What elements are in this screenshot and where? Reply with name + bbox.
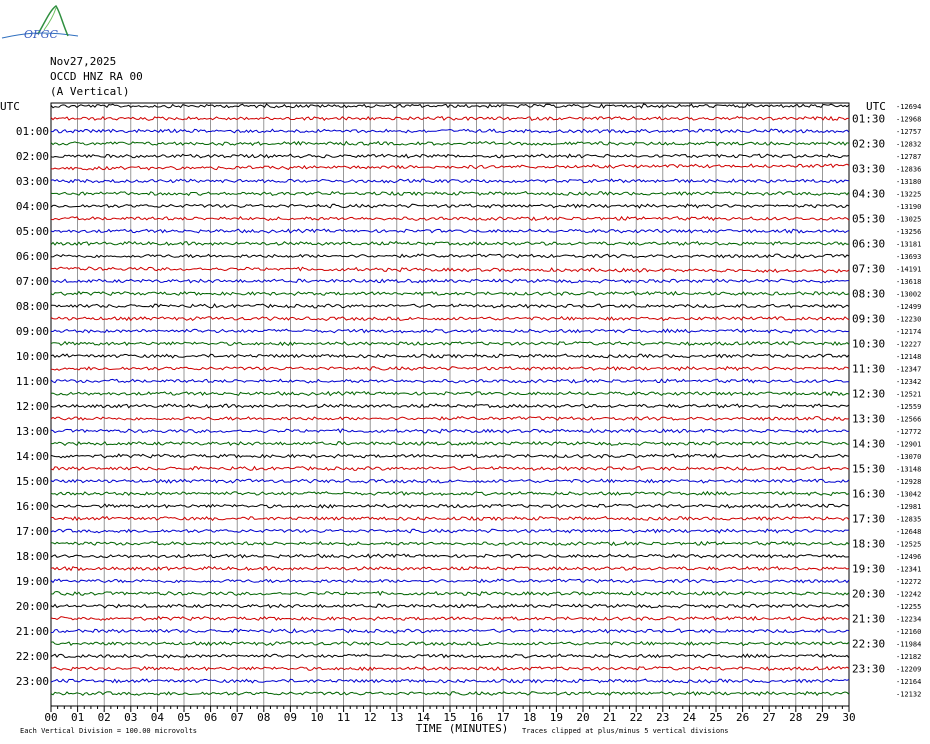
right-time-label: 06:30 bbox=[852, 237, 886, 251]
left-time-label: 12:00 bbox=[15, 400, 49, 413]
trace-offset-label: -12968 bbox=[896, 115, 922, 124]
right-time-label: 22:30 bbox=[852, 637, 886, 651]
x-tick-label: 20 bbox=[576, 711, 590, 724]
trace-offset-label: -12132 bbox=[896, 690, 922, 699]
x-tick-label: 23 bbox=[656, 711, 670, 724]
trace-offset-label: -12559 bbox=[896, 403, 922, 411]
left-axis-title: UTC bbox=[0, 100, 20, 113]
x-tick-label: 30 bbox=[842, 711, 856, 724]
trace-offset-label: -12148 bbox=[896, 353, 922, 361]
x-tick-label: 12 bbox=[363, 711, 377, 724]
trace-offset-label: -12234 bbox=[896, 615, 922, 624]
x-tick-label: 24 bbox=[682, 711, 697, 724]
x-tick-label: 21 bbox=[602, 711, 617, 724]
trace-offset-label: -13256 bbox=[896, 228, 922, 236]
right-time-label: 20:30 bbox=[852, 587, 886, 601]
trace-offset-label: -12772 bbox=[896, 428, 922, 436]
left-time-label: 11:00 bbox=[15, 375, 49, 388]
right-time-label: 03:30 bbox=[852, 162, 886, 176]
left-time-label: 18:00 bbox=[15, 550, 49, 563]
trace-offset-label: -12347 bbox=[896, 365, 922, 374]
trace-offset-label: -13148 bbox=[896, 465, 922, 474]
trace-offset-label: -13693 bbox=[896, 253, 922, 261]
right-time-label: 23:30 bbox=[852, 662, 886, 676]
trace-offset-label: -12227 bbox=[896, 340, 922, 349]
trace-offset-label: -12648 bbox=[896, 528, 922, 536]
trace-offset-label: -12209 bbox=[896, 665, 922, 674]
right-time-label: 16:30 bbox=[852, 487, 886, 501]
trace-offset-label: -13190 bbox=[896, 203, 922, 211]
left-time-label: 21:00 bbox=[15, 625, 49, 638]
trace-offset-label: -12164 bbox=[896, 678, 922, 686]
trace-offset-label: -13042 bbox=[896, 490, 922, 499]
trace-offset-label: -12694 bbox=[896, 103, 922, 111]
trace-offset-label: -13618 bbox=[896, 278, 922, 286]
trace-offset-label: -12566 bbox=[896, 415, 922, 424]
left-time-label: 17:00 bbox=[15, 525, 49, 538]
right-time-label: 04:30 bbox=[852, 187, 886, 201]
trace-offset-label: -12836 bbox=[896, 165, 922, 174]
x-tick-label: 07 bbox=[230, 711, 244, 724]
x-tick-label: 25 bbox=[709, 711, 723, 724]
x-tick-label: 05 bbox=[177, 711, 191, 724]
right-axis-title: UTC bbox=[866, 100, 886, 113]
x-tick-label: 04 bbox=[150, 711, 165, 724]
left-time-label: 06:00 bbox=[15, 250, 49, 263]
left-time-label: 04:00 bbox=[15, 200, 49, 213]
trace-offset-label: -13025 bbox=[896, 215, 922, 224]
right-time-label: 17:30 bbox=[852, 512, 886, 526]
left-time-label: 02:00 bbox=[15, 150, 49, 163]
x-tick-label: 19 bbox=[549, 711, 564, 724]
left-time-label: 07:00 bbox=[15, 275, 49, 288]
left-time-label: 19:00 bbox=[15, 575, 49, 588]
x-tick-label: 15 bbox=[443, 711, 457, 724]
trace-offset-label: -11984 bbox=[896, 640, 922, 649]
x-tick-label: 26 bbox=[735, 711, 750, 724]
x-tick-label: 17 bbox=[496, 711, 510, 724]
trace-offset-label: -12174 bbox=[896, 328, 922, 336]
trace-offset-label: -12499 bbox=[896, 303, 922, 311]
x-tick-label: 16 bbox=[469, 711, 484, 724]
right-time-label: 02:30 bbox=[852, 137, 886, 151]
trace-offset-label: -12525 bbox=[896, 540, 922, 549]
right-time-label: 13:30 bbox=[852, 412, 886, 426]
trace-offset-label: -13225 bbox=[896, 190, 922, 199]
right-time-label: 08:30 bbox=[852, 287, 886, 301]
component-label: (A Vertical) bbox=[50, 85, 130, 98]
right-time-label: 10:30 bbox=[852, 337, 886, 351]
trace-offset-label: -12230 bbox=[896, 315, 922, 324]
x-tick-label: 27 bbox=[762, 711, 776, 724]
left-time-label: 03:00 bbox=[15, 175, 49, 188]
trace-offset-label: -13181 bbox=[896, 240, 922, 249]
left-time-label: 22:00 bbox=[15, 650, 49, 663]
right-time-label: 14:30 bbox=[852, 437, 886, 451]
x-tick-label: 00 bbox=[44, 711, 58, 724]
trace-offset-label: -12160 bbox=[896, 628, 922, 636]
x-tick-label: 08 bbox=[257, 711, 271, 724]
x-tick-label: 13 bbox=[390, 711, 404, 724]
trace-offset-label: -12832 bbox=[896, 140, 922, 149]
trace-offset-label: -12341 bbox=[896, 565, 922, 574]
right-time-label: 18:30 bbox=[852, 537, 886, 551]
trace-offset-label: -12496 bbox=[896, 553, 922, 561]
right-time-label: 21:30 bbox=[852, 612, 886, 626]
x-tick-label: 10 bbox=[310, 711, 324, 724]
x-tick-label: 02 bbox=[97, 711, 111, 724]
footer-clip-note: Traces clipped at plus/minus 5 vertical divisions bbox=[522, 727, 729, 735]
trace-offset-label: -12242 bbox=[896, 590, 922, 599]
trace-offset-label: -12835 bbox=[896, 515, 922, 524]
trace-offset-label: -12901 bbox=[896, 440, 922, 449]
left-time-label: 08:00 bbox=[15, 300, 49, 313]
trace-offset-label: -12981 bbox=[896, 503, 922, 511]
x-tick-label: 01 bbox=[70, 711, 85, 724]
trace-offset-label: -12272 bbox=[896, 578, 922, 586]
x-tick-label: 11 bbox=[336, 711, 351, 724]
right-time-label: 05:30 bbox=[852, 212, 886, 226]
trace-offset-label: -12787 bbox=[896, 153, 922, 161]
date-label: Nov27,2025 bbox=[50, 55, 117, 68]
trace-offset-label: -12757 bbox=[896, 128, 922, 136]
right-time-label: 01:30 bbox=[852, 112, 886, 126]
x-tick-label: 18 bbox=[523, 711, 537, 724]
right-time-label: 15:30 bbox=[852, 462, 886, 476]
trace-offset-label: -12928 bbox=[896, 478, 922, 486]
left-time-label: 13:00 bbox=[15, 425, 49, 438]
logo-text: OFGC bbox=[24, 28, 58, 41]
station-label: OCCD HNZ RA 00 bbox=[50, 70, 143, 83]
left-time-label: 09:00 bbox=[15, 325, 49, 338]
x-tick-label: 14 bbox=[416, 711, 431, 724]
left-time-label: 20:00 bbox=[15, 600, 49, 613]
left-time-label: 16:00 bbox=[15, 500, 49, 513]
footer-scale-note: Each Vertical Division = 100.00 microvolts bbox=[20, 727, 198, 735]
left-time-label: 23:00 bbox=[15, 675, 49, 688]
trace-offset-label: -13002 bbox=[896, 290, 922, 299]
right-time-label: 19:30 bbox=[852, 562, 886, 576]
left-time-label: 15:00 bbox=[15, 475, 49, 488]
x-tick-label: 09 bbox=[283, 711, 298, 724]
trace-offset-label: -12521 bbox=[896, 390, 922, 399]
left-time-label: 01:00 bbox=[15, 125, 49, 138]
trace-offset-label: -12182 bbox=[896, 653, 922, 661]
trace-offset-label: -14191 bbox=[896, 265, 922, 274]
left-time-label: 14:00 bbox=[15, 450, 49, 463]
right-time-label: 12:30 bbox=[852, 387, 886, 401]
left-time-label: 05:00 bbox=[15, 225, 49, 238]
trace-offset-label: -12342 bbox=[896, 378, 922, 386]
right-time-label: 07:30 bbox=[852, 262, 886, 276]
left-time-label: 10:00 bbox=[15, 350, 49, 363]
x-tick-label: 06 bbox=[203, 711, 218, 724]
x-tick-label: 03 bbox=[124, 711, 138, 724]
trace-offset-label: -13070 bbox=[896, 453, 922, 461]
trace-offset-label: -13180 bbox=[896, 178, 922, 186]
trace-offset-label: -12255 bbox=[896, 603, 922, 611]
x-tick-label: 29 bbox=[815, 711, 830, 724]
right-time-label: 09:30 bbox=[852, 312, 886, 326]
x-axis-title: TIME (MINUTES) bbox=[415, 722, 509, 735]
right-time-label: 11:30 bbox=[852, 362, 886, 376]
x-tick-label: 22 bbox=[629, 711, 643, 724]
x-tick-label: 28 bbox=[789, 711, 803, 724]
